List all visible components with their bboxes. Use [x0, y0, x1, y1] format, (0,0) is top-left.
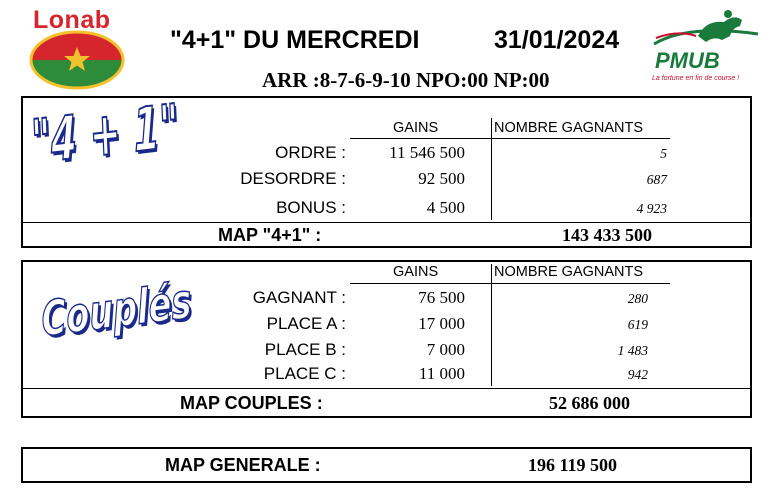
row-nombre: 4 923: [636, 201, 667, 216]
section2-big-title: Couplés: [40, 273, 193, 348]
map-4plus1-value: 143 433 500: [562, 225, 652, 245]
row-gain: 17 000: [418, 314, 465, 333]
row-gain: 11 546 500: [389, 143, 465, 162]
draw-date: 31/01/2024: [494, 26, 620, 54]
section-general: [21, 447, 752, 483]
row-nombre: 280: [627, 291, 648, 306]
row-label: BONUS :: [276, 198, 346, 217]
col-gains: GAINS: [393, 264, 439, 280]
arrival-order: ARR :8-7-6-9-10 NPO:00 NP:00: [262, 68, 550, 92]
column-divider: [491, 264, 492, 386]
map-couples-label: MAP COUPLES :: [180, 393, 323, 413]
map-generale-label: MAP GENERALE :: [165, 455, 321, 475]
table-header-line: [350, 138, 670, 139]
pmub-slogan: La fortune en fin de course !: [652, 75, 740, 82]
row-label: PLACE B :: [264, 340, 346, 359]
row-gain: 4 500: [426, 198, 465, 217]
row-label: DESORDRE :: [240, 169, 346, 188]
row-gain: 92 500: [418, 169, 465, 188]
table-header-line: [350, 283, 670, 284]
row-gain: 7 000: [426, 340, 465, 359]
row-nombre: 5: [660, 146, 667, 161]
col-nombre-gagnants: NOMBRE GAGNANTS: [494, 264, 644, 280]
map-couples-value: 52 686 000: [549, 393, 630, 413]
row-label: PLACE A :: [266, 314, 346, 333]
page-title: "4+1" DU MERCREDI: [170, 26, 420, 54]
col-gains: GAINS: [393, 120, 439, 136]
divider: [21, 388, 752, 389]
row-label: ORDRE :: [275, 143, 346, 162]
row-nombre: 687: [646, 172, 667, 187]
lonab-logo-text: Lonab: [33, 6, 111, 34]
row-nombre: 619: [627, 317, 648, 332]
row-label: PLACE C :: [263, 364, 346, 383]
row-label: GAGNANT :: [252, 288, 346, 307]
row-gain: 76 500: [418, 288, 465, 307]
map-generale-value: 196 119 500: [528, 455, 618, 475]
col-nombre-gagnants: NOMBRE GAGNANTS: [494, 120, 644, 136]
row-gain: 11 000: [418, 364, 465, 383]
divider: [21, 222, 752, 223]
map-4plus1-label: MAP "4+1" :: [218, 225, 322, 245]
row-nombre: 1 483: [617, 343, 648, 358]
row-nombre: 942: [627, 367, 648, 382]
pmub-logo-text: PMUB: [655, 48, 720, 73]
column-divider: [491, 118, 492, 220]
section1-big-title: "4 + 1": [30, 91, 181, 178]
